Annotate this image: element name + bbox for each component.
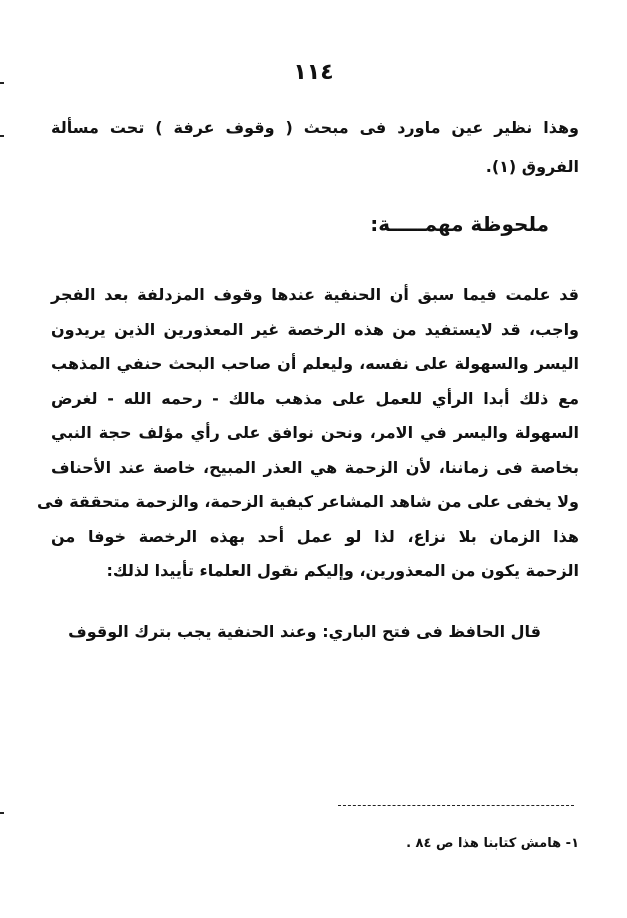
intro-line: وهذا نظير عين ماورد فى مبحث ( وقوف عرفة ) تحت مسألة <box>51 118 579 137</box>
footnote-separator <box>338 805 574 806</box>
paragraph-line: الزحمة يكون من المعذورين، وإليكم نقول العلماء تأييدا لذلك: <box>106 561 579 580</box>
paragraph-line: اليسر والسهولة على نفسه، وليعلم أن صاحب البحث حنفي المذهب <box>51 354 579 373</box>
paragraph-line: ولا يخفى على من شاهد المشاعر كيفية الزحمة، والزحمة متحققة فى <box>36 492 579 511</box>
section-heading: ملحوظة مهمـــــة: <box>370 212 549 236</box>
paragraph-line: هذا الزمان بلا نزاع، لذا لو عمل أحد بهذه الرخصة خوفا من <box>51 526 579 546</box>
page-number: ١١٤ <box>293 60 334 85</box>
intro-line: الفروق (١). <box>485 157 579 176</box>
paragraph-line: مع ذلك أبدا الرأي للعمل على مذهب مالك - رحمه الله - لغرض <box>51 388 579 408</box>
paragraph-line: بخاصة فى زماننا، لأن الزحمة هي العذر المبيح، خاصة عند الأحناف <box>51 457 579 477</box>
paragraph-line: واجب، قد لايستفيد من هذه الرخصة غير المعذورين الذين يريدون <box>51 319 579 339</box>
footnote: ١- هامش كتابنا هذا ص ٨٤ . <box>406 836 579 851</box>
quote-line: قال الحافظ فى فتح الباري: وعند الحنفية يجب بترك الوقوف <box>68 622 541 641</box>
paragraph-line: السهولة واليسر في الامر، ونحن نوافق على رأي مؤلف حجة النبي <box>51 423 579 442</box>
scan-edge-mark <box>0 135 4 137</box>
scan-edge-mark <box>0 82 4 84</box>
intro-text <box>51 108 579 186</box>
paragraph-line: قد علمت فيما سبق أن الحنفية عندها وقوف المزدلفة بعد الفجر <box>51 285 579 304</box>
scan-edge-mark <box>0 812 4 814</box>
main-paragraph <box>36 278 579 589</box>
